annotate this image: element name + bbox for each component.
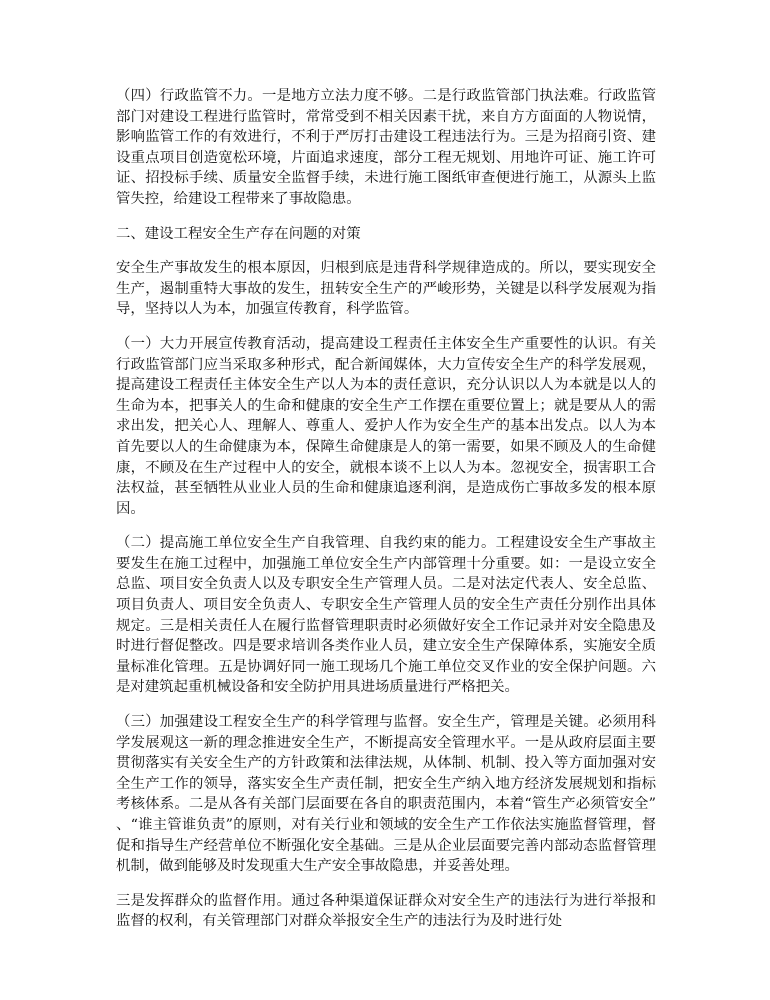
section-heading-countermeasures: 二、建设工程安全生产存在问题的对策 [116,225,361,242]
paragraph-scientific-management: （三）加强建设工程安全生产的科学管理与监督。安全生产，管理是关键。必须用科学发展观这一新的理念推进安全生产，不断提高安全管理水平。一是从政府层面主要贯彻落实有关安全生产的方针政策和法律法规，从体制、机制、投入等方面加强对安全生产工作的领导，落实安全生产责任制，把安全生产纳入地方经济发展规划和指标考核体系。二是从各有关部门层面要在各自的职责范围内，本着“管生产必须管安全”、“谁主管谁负责”的原则，对有关行业和领域的安全生产工作依法实施监督管理，督促和指导生产经营单位不断强化安全基础。三是从企业层面要完善内部动态监督管理机制，做到能够及时发现重大生产安全事故隐患，并妥善处理。 [116,714,656,875]
paragraph-publicity-education: （一）大力开展宣传教育活动，提高建设工程责任主体安全生产重要性的认识。有关行政监管部门应当采取多种形式，配合新闻媒体，大力宣传安全生产的科学发展观，提高建设工程责任主体安全生产以人为本的责任意识，充分认识以人为本就是以人的生命为本，把事关人的生命和健康的安全生产工作摆在重要位置上；就是要从人的需求出发，把关心人、理解人、尊重人、爱护人作为安全生产的基本出发点。以人为本首先要以人的生命健康为本，保障生命健康是人的第一需要，如果不顾及人的生命健康，不顾及在生产过程中人的安全，就根本谈不上以人为本。忽视安全，损害职工合法权益，甚至牺牲从业业人员的生命和健康追逐利润，是造成伤亡事故多发的根本原因。 [116,335,656,517]
paragraph-public-supervision: 三是发挥群众的监督作用。通过各种渠道保证群众对安全生产的违法行为进行举报和监督的权利，有关管理部门对群众举报安全生产的违法行为及时进行处 [116,892,656,930]
document-body [116,86,656,946]
paragraph-root-cause: 安全生产事故发生的根本原因，归根到底是违背科学规律造成的。所以，要实现安全生产，遏制重特大事故的发生，扭转安全生产的严峻形势，关键是以科学发展观为指导，坚持以人为本，加强宣传教育，科学监管。 [116,260,656,318]
paragraph-administrative-oversight: （四）行政监管不力。一是地方立法力度不够。二是行政监管部门执法难。行政监管部门对建设工程进行监管时，常常受到不相关因素干扰，来自方方面面的人物说情，影响监管工作的有效进行，不利于严厉打击建设工程违法行为。三是为招商引资、建设重点项目创造宽松环境，片面追求速度，部分工程无规划、用地许可证、施工许可证、招投标手续、质量安全监督手续，未进行施工图纸审查便进行施工，从源头上监管失控，给建设工程带来了事故隐患。 [116,88,656,207]
paragraph-self-management: （二）提高施工单位安全生产自我管理、自我约束的能力。工程建设安全生产事故主要发生在施工过程中，加强施工单位安全生产内部管理十分重要。如：一是设立安全总监、项目安全负责人以及专职安全生产管理人员。二是对法定代表人、安全总监、项目负责人、项目安全负责人、专职安全生产管理人员的安全生产责任分别作出具体规定。三是相关责任人在履行监督管理职责时必须做好安全工作记录并对安全隐患及时进行督促整改。四是要求培训各类作业人员，建立安全生产保障体系，实施安全质量标准化管理。五是协调好同一施工现场几个施工单位交叉作业的安全保护问题。六是对建筑起重机械设备和安全防护用具进场质量进行严格把关。 [116,535,656,696]
